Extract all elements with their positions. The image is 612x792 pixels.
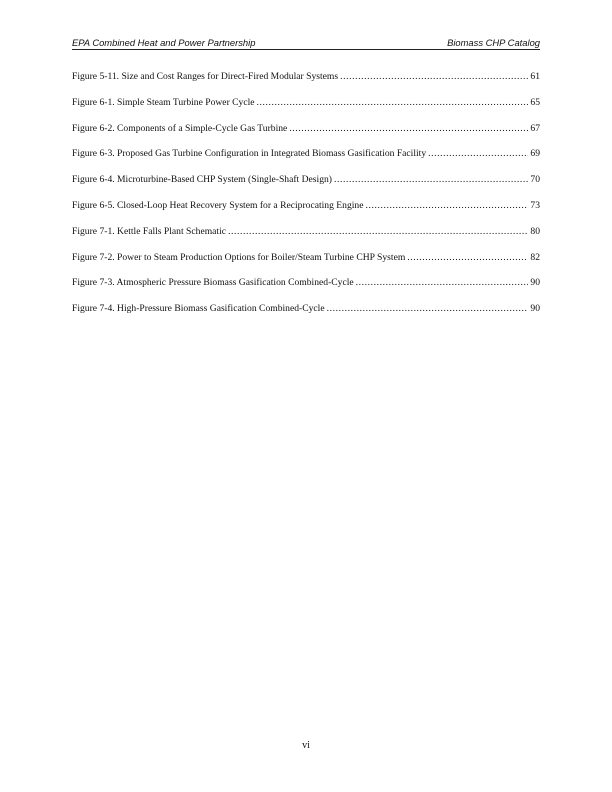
toc-entry[interactable]: [72, 96, 540, 122]
toc-entry[interactable]: [72, 276, 540, 302]
page-number: vi: [302, 740, 310, 751]
toc-entry-title: Figure 6-5. Closed-Loop Heat Recovery System for a Reciprocating Engine: [72, 199, 364, 211]
toc-entry[interactable]: [72, 302, 540, 328]
toc-entry[interactable]: [72, 225, 540, 251]
dot-leader: [257, 96, 529, 110]
dot-leader: [365, 199, 528, 213]
toc-entry-page: 69: [530, 148, 540, 160]
dot-leader: [327, 302, 529, 316]
toc-entry-page: 61: [530, 71, 540, 82]
toc-entry-title: Figure 7-3. Atmospheric Pressure Biomass Gasification Combined-Cycle: [72, 277, 354, 289]
toc-entry-page: 80: [530, 225, 540, 237]
toc-entry-title: Figure 6-2. Components of a Simple-Cycle Gas Turbine: [72, 122, 288, 134]
toc-entry-page: 70: [530, 174, 540, 186]
toc-entry-title: Figure 7-2. Power to Steam Production Options for Boiler/Steam Turbine CHP System: [72, 251, 406, 263]
header-right-title: Biomass CHP Catalog: [447, 37, 540, 48]
dot-leader: [407, 251, 528, 265]
toc-entry[interactable]: [72, 173, 540, 199]
list-of-figures: [72, 70, 540, 328]
toc-entry-page: 90: [530, 303, 540, 315]
dot-leader: [228, 225, 528, 239]
toc-entry[interactable]: [72, 251, 540, 277]
toc-entry-title: Figure 6-3. Proposed Gas Turbine Configuration in Integrated Biomass Gasification Facility: [72, 148, 427, 160]
toc-entry-page: 73: [530, 199, 540, 211]
dot-leader: [356, 276, 529, 290]
toc-entry[interactable]: [72, 122, 540, 148]
dot-leader: [340, 70, 528, 84]
toc-entry-title: Figure 5-11. Size and Cost Ranges for Direct-Fired Modular Systems: [72, 71, 339, 82]
toc-entry-title: Figure 7-4. High-Pressure Biomass Gasification Combined-Cycle: [72, 303, 325, 315]
toc-entry-page: 90: [530, 277, 540, 289]
dot-leader: [428, 147, 528, 161]
dot-leader: [289, 122, 528, 136]
toc-entry-title: Figure 6-4. Microturbine-Based CHP System (Single-Shaft Design): [72, 174, 332, 186]
toc-entry-title: Figure 7-1. Kettle Falls Plant Schematic: [72, 225, 227, 237]
toc-entry-page: 67: [530, 122, 540, 134]
toc-entry-page: 82: [530, 251, 540, 263]
toc-entry-title: Figure 6-1. Simple Steam Turbine Power Cycle: [72, 96, 255, 108]
running-header: [72, 36, 540, 50]
dot-leader: [334, 173, 528, 187]
toc-entry-page: 65: [530, 96, 540, 108]
toc-entry[interactable]: [72, 147, 540, 173]
toc-entry[interactable]: [72, 199, 540, 225]
toc-entry[interactable]: [72, 70, 540, 96]
header-left-title: EPA Combined Heat and Power Partnership: [72, 37, 256, 48]
